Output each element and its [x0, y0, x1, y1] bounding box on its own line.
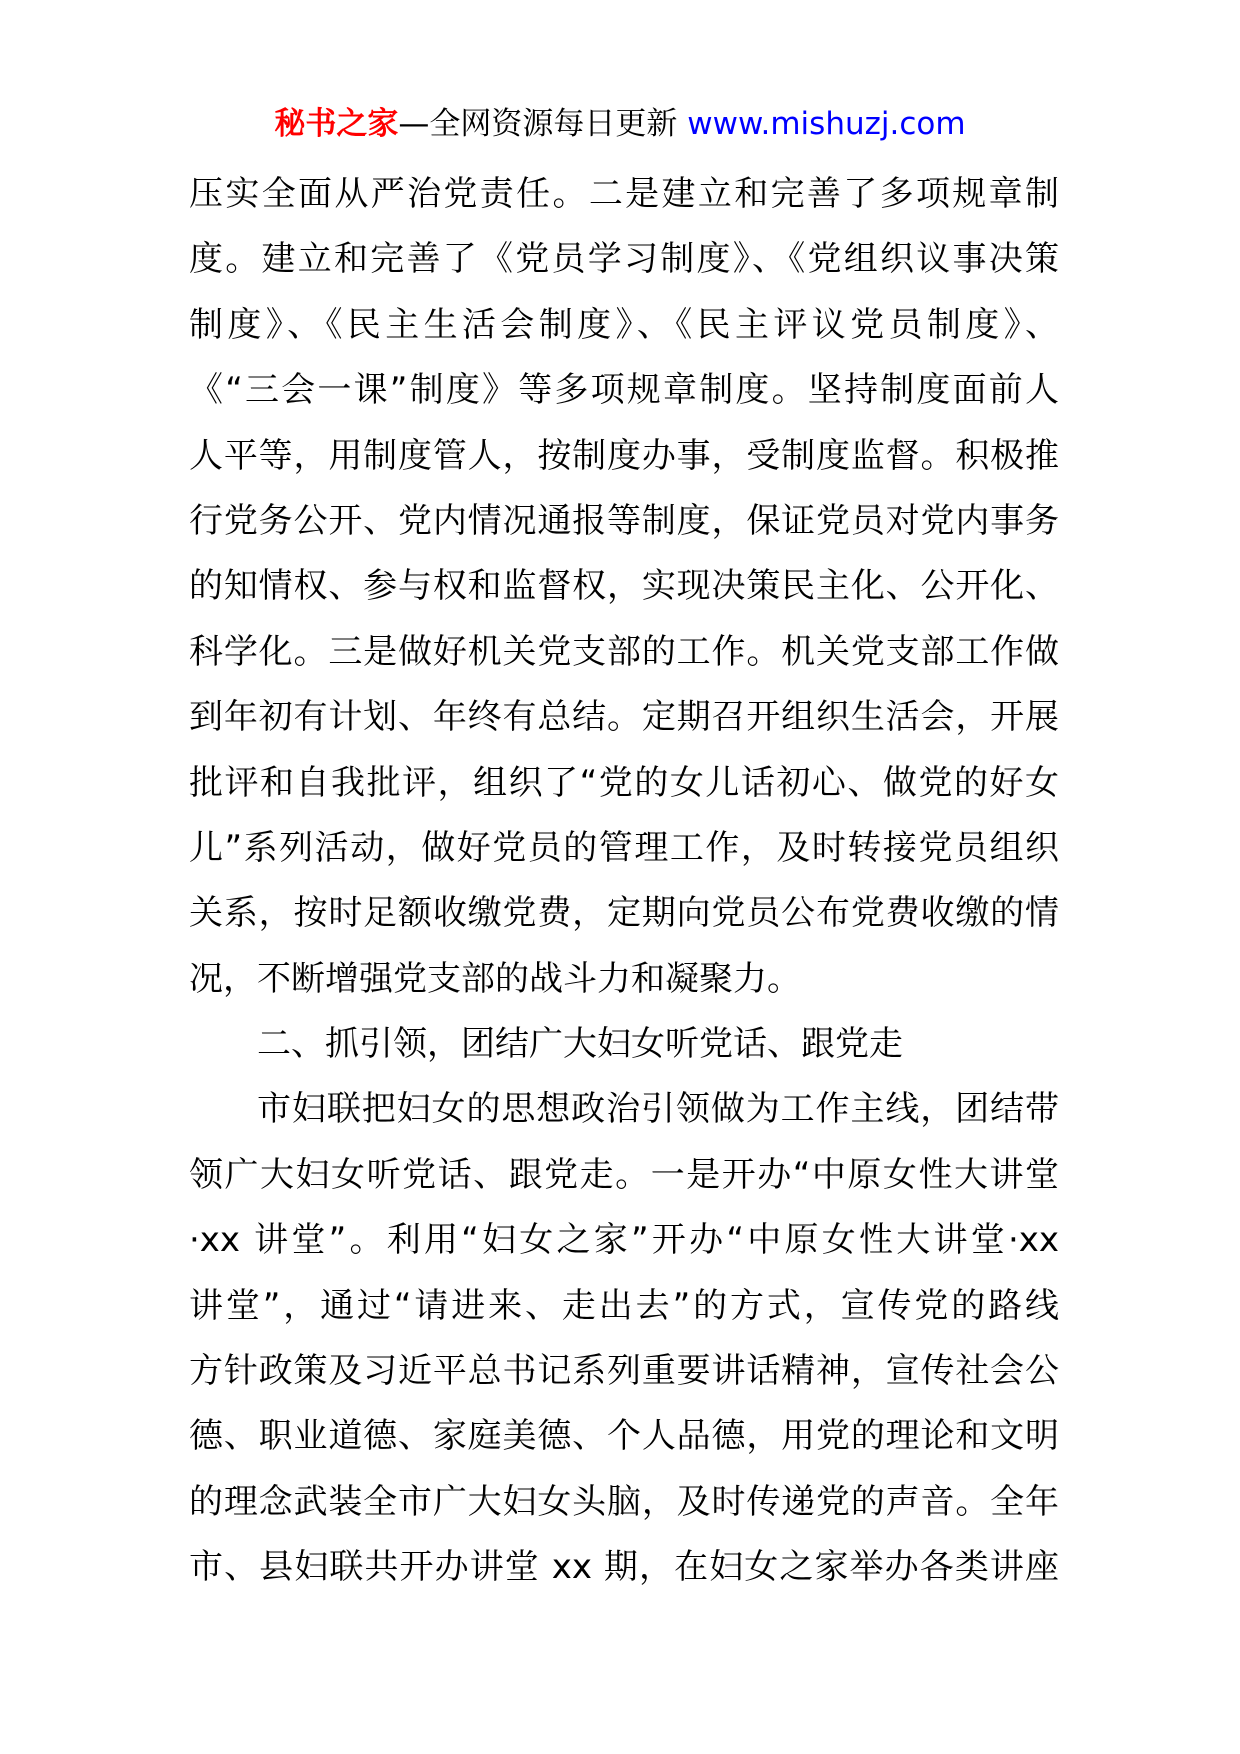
text-line: 儿”系列活动，做好党员的管理工作，及时转接党员组织: [189, 827, 1059, 868]
text-line: 压实全面从严治党责任。二是建立和完善了多项规章制: [189, 174, 1059, 214]
text-line: 的知情权、参与权和监督权，实现决策民主化、公开化、: [189, 566, 1059, 607]
text-line: 市妇联把妇女的思想政治引领做为工作主线，团结带: [257, 1089, 1059, 1130]
text-line: 市、县妇联共开办讲堂 xx 期，在妇女之家举办各类讲座: [189, 1547, 1059, 1588]
section-heading: 二、抓引领，团结广大妇女听党话、跟党走: [257, 1024, 903, 1065]
text-line: 《“三会一课”制度》等多项规章制度。坚持制度面前人: [189, 370, 1059, 411]
text-line: 的理念武装全市广大妇女头脑，及时传递党的声音。全年: [189, 1481, 1059, 1522]
text-line: 讲堂”，通过“请进来、走出去”的方式，宣传党的路线: [189, 1285, 1059, 1326]
text-line: 到年初有计划、年终有总结。定期召开组织生活会，开展: [189, 697, 1059, 738]
text-line: 度。建立和完善了《党员学习制度》、《党组织议事决策: [189, 239, 1059, 280]
text-line: 行党务公开、党内情况通报等制度，保证党员对党内事务: [189, 500, 1059, 541]
website-link[interactable]: www.mishuzj.com: [687, 106, 966, 142]
text-line: 德、职业道德、家庭美德、个人品德，用党的理论和文明: [189, 1416, 1059, 1457]
brand-name: 秘书之家: [274, 106, 399, 142]
text-line: 况，不断增强党支部的战斗力和凝聚力。: [189, 958, 801, 999]
header-slogan: —全网资源每日更新: [398, 106, 688, 142]
document-body: [189, 162, 1059, 1601]
text-line: 领广大妇女听党话、跟党走。一是开办“中原女性大讲堂: [189, 1154, 1059, 1195]
text-line: 科学化。三是做好机关党支部的工作。机关党支部工作做: [189, 631, 1059, 672]
text-line: ·xx 讲堂”。利用“妇女之家”开办“中原女性大讲堂·xx: [189, 1220, 1059, 1261]
page-header: [0, 102, 1240, 146]
text-line: 人平等，用制度管人，按制度办事，受制度监督。积极推: [189, 435, 1059, 476]
text-line: 方针政策及习近平总书记系列重要讲话精神，宣传社会公: [189, 1351, 1059, 1392]
text-line: 关系，按时足额收缴党费，定期向党员公布党费收缴的情: [189, 893, 1059, 934]
text-line: 批评和自我批评，组织了“党的女儿话初心、做党的好女: [189, 762, 1059, 803]
text-line: 制度》、《民主生活会制度》、《民主评议党员制度》、: [189, 304, 1059, 345]
